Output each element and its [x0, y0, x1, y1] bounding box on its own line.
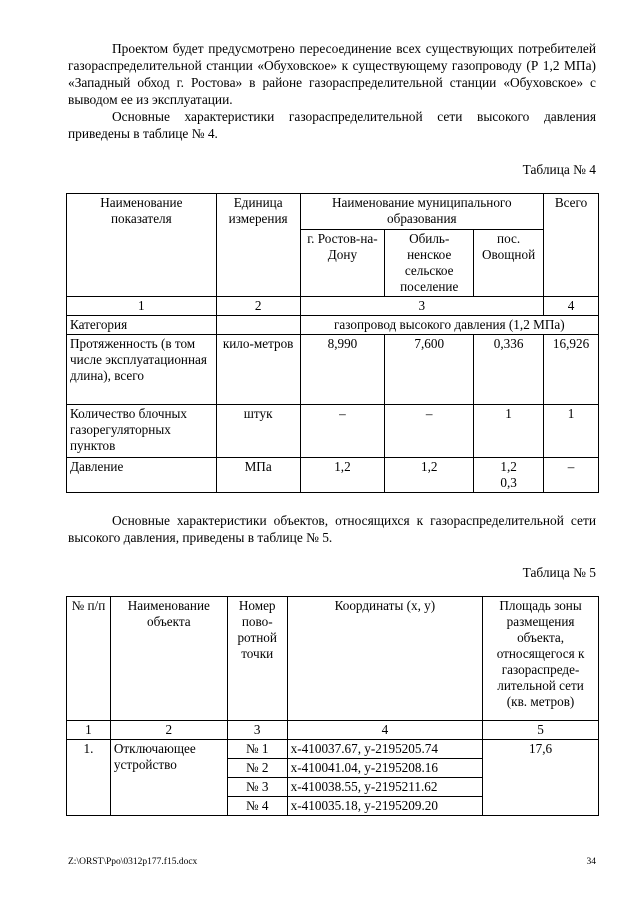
col-number: 3 [227, 721, 287, 740]
cell-point-label: № 3 [227, 778, 287, 797]
col-number: 5 [483, 721, 599, 740]
header-unit: Единица измерения [216, 194, 300, 297]
cell-pressure-total: – [544, 458, 599, 493]
col-number: 1 [67, 297, 217, 316]
col-number: 4 [287, 721, 482, 740]
paragraph-table5-ref: Основные характеристики объектов, относящихся к газораспределительной сети высокого давления, приведены в таблице № 5. [68, 513, 596, 545]
cell-length-ovosh: 0,336 [474, 335, 544, 405]
header-ovoshchnoy: пос. Овощной [474, 230, 544, 297]
cell-point-label: № 4 [227, 797, 287, 816]
cell-pressure-rostov: 1,2 [300, 458, 385, 493]
cell-points-total: 1 [544, 405, 599, 458]
header-name: Наименование объекта [110, 597, 227, 721]
header-num: № п/п [67, 597, 111, 721]
table5-caption: Таблица № 5 [522, 565, 596, 580]
row-label-category: Категория [67, 316, 217, 335]
footer-file-path: Z:\ORST\Ppo\0312p177.f15.docx [68, 857, 198, 867]
col-number: 4 [544, 297, 599, 316]
cell-length-rostov: 8,990 [300, 335, 385, 405]
cell-object-area: 17,6 [483, 740, 599, 816]
header-obilnenskoe: Обиль-ненское сельское поселение [385, 230, 474, 297]
cell-length-obil: 7,600 [385, 335, 474, 405]
row-label-length: Протяженность (в том числе эксплуатационная длина), всего [67, 335, 217, 405]
paragraph-table4-ref: Основные характеристики газораспределительной сети высокого давления приведены в таблице № 4. [68, 109, 596, 141]
cell-empty [216, 316, 300, 335]
cell-point-coords: x-410041.04, y-2195208.16 [287, 759, 482, 778]
cell-object-num: 1. [67, 740, 111, 816]
cell-length-total: 16,926 [544, 335, 599, 405]
cell-pressure-unit: МПа [216, 458, 300, 493]
cell-point-label: № 1 [227, 740, 287, 759]
header-indicator: Наименование показателя [67, 194, 217, 297]
pressure-value-2: 0,3 [500, 475, 517, 490]
cell-category-value: газопровод высокого давления (1,2 МПа) [300, 316, 598, 335]
cell-pressure-ovosh [474, 458, 544, 493]
col-number: 2 [110, 721, 227, 740]
table4-caption: Таблица № 4 [522, 162, 596, 177]
cell-point-coords: x-410035.18, y-2195209.20 [287, 797, 482, 816]
table-4 [66, 193, 599, 493]
header-area: Площадь зоны размещения объекта, относящегося к газораспреде-лительной сети (кв. метров) [483, 597, 599, 721]
pressure-value-1: 1,2 [500, 459, 517, 474]
cell-pressure-obil: 1,2 [385, 458, 474, 493]
table-5 [66, 596, 599, 816]
cell-point-coords: x-410037.67, y-2195205.74 [287, 740, 482, 759]
paragraph-intro: Проектом будет предусмотрено пересоединение всех существующих потребителей газораспределительной станции «Обуховское» к существующему газопроводу (Р 1,2 МПа) «Западный обход г. Ростова» в районе газораспределительной станции «Обуховское» с выводом ее из эксплуатации. [68, 41, 596, 107]
header-rostov: г. Ростов-на-Дону [300, 230, 385, 297]
cell-points-unit: штук [216, 405, 300, 458]
header-point: Номер пово-ротной точки [227, 597, 287, 721]
cell-point-label: № 2 [227, 759, 287, 778]
col-number: 3 [300, 297, 543, 316]
header-municipality: Наименование муниципального образования [300, 194, 543, 230]
cell-length-unit: кило-метров [216, 335, 300, 405]
col-number: 1 [67, 721, 111, 740]
row-label-pressure: Давление [67, 458, 217, 493]
cell-points-rostov: – [300, 405, 385, 458]
col-number: 2 [216, 297, 300, 316]
header-total: Всего [544, 194, 599, 297]
footer-page-number: 34 [586, 857, 596, 867]
header-coords: Координаты (x, y) [287, 597, 482, 721]
cell-object-name: Отключающее устройство [110, 740, 227, 816]
cell-points-obil: – [385, 405, 474, 458]
cell-point-coords: x-410038.55, y-2195211.62 [287, 778, 482, 797]
row-label-points: Количество блочных газорегуляторных пунктов [67, 405, 217, 458]
cell-points-ovosh: 1 [474, 405, 544, 458]
